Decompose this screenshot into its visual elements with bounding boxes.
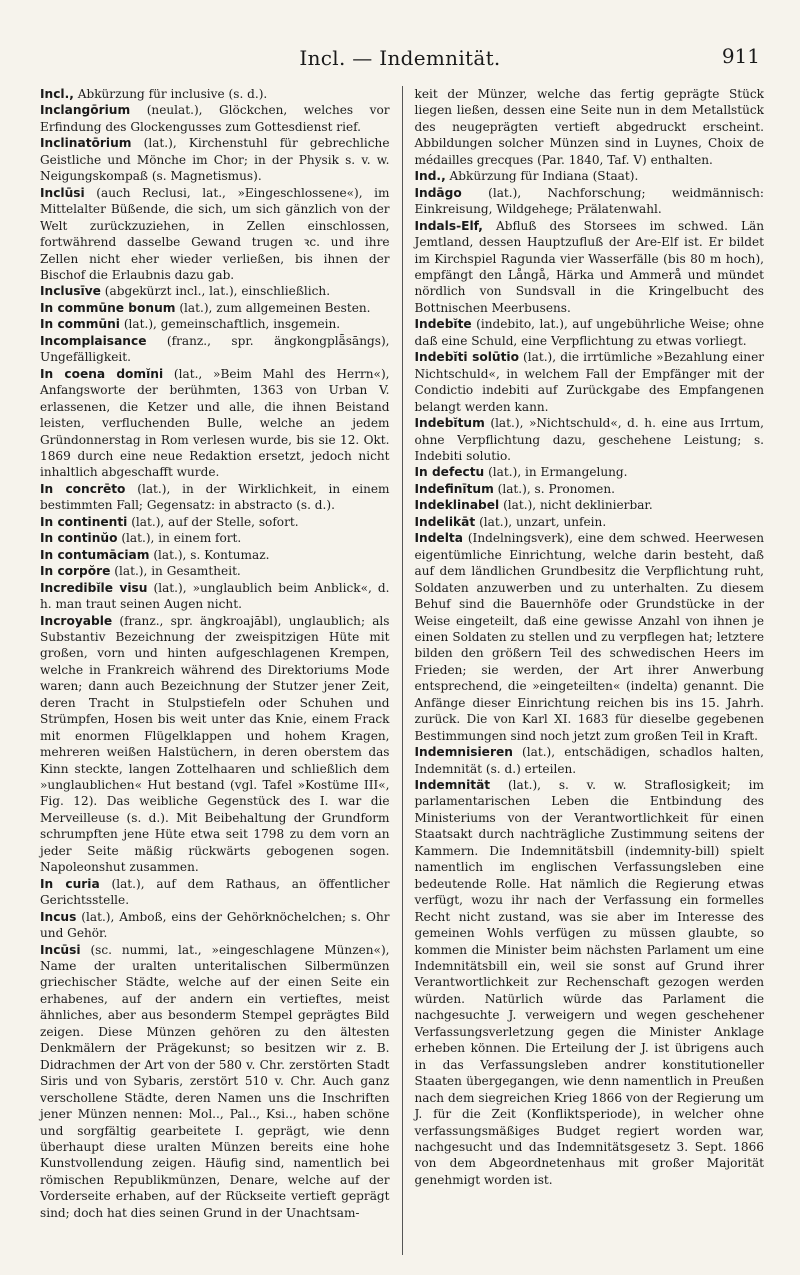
entry-definition: (sc. nummi, lat., »eingeschlagene Münzen«), Name der uralten unteritalischen Silbermünzen griechischer Städte, welche auf der einen Seite ein erhabenes, auf der andern ein vertieftes, meist ähnliches, aber aus besonderm Stempel geprägtes Bild zeigen. Diese Münzen gehören zu den ältesten Denkmälern der Prägekunst; so besitzen wir z. B. Didrachmen der Art von der 580 v. Chr. zerstörten Stadt Siris und von Sybaris, zerstört 510 v. Chr. Auch ganz verschollene Städte, deren Namen uns die Inschriften jener Münzen nennen: Mol.., Pal.., Ksi.., haben schöne und sorgfältig gearbeitete I. geprägt, wie denn überhaupt diese uralten Münzen bereits eine hohe Kunstvollendung zeigen. Häufig sind, namentlich bei römischen Republikmünzen, Denare, welche auf der Vorderseite erhaben, auf der Rückseite vertieft geprägt sind; doch hat dies seinen Grund in der Unachtsam- <box>40 942 390 1220</box>
entry-lemma: Inclusīve <box>40 284 101 299</box>
entry-definition: (lat.), s. v. w. Straflosigkeit; im parlamentarischen Leben die Entbindung des Ministeriums von der Verantwortlichkeit für einen Staatsakt durch nachträgliche Zustimmung seitens der Kammern. Die Indemnitätsbill (indemnity-bill) spielt namentlich im englischen Verfassungsleben eine bedeutende Rolle. Hat nämlich die Regierung etwas verfügt, wozu ihr nach der Verfassung ein formelles Recht nicht zustand, was sie aber im Interesse des gemeinen Wohls verfügen zu müssen glaubte, so kommen die Minister beim nächsten Parlament um eine Indemnitätsbill ein, weil sie sonst auf Grund ihrer Verantwortlichkeit zur Rechenschaft gezogen werden würden. Natürlich würde das Parlament die nachgesuchte J. verweigern und wegen geschehener Verfassungsverletzung gegen die Minister Anklage erheben können. Die Erteilung der J. ist übrigens auch in das Verfassungsleben andrer konstitutioneller Staaten übergegangen, wie denn namentlich in Preußen nach dem siegreichen Krieg 1866 von der Regierung um J. für die Zeit (Konfliktsperiode), in welcher ohne verfassungsmäßiges Budget regiert worden war, nachgesucht und das Indemnitätsgesetz 3. Sept. 1866 von dem Abgeordnetenhaus mit großer Majorität genehmigt worden ist. <box>414 778 765 1187</box>
entry-lemma: In coena domĭni <box>40 366 164 381</box>
entry-lemma: Indebĭte <box>414 317 472 332</box>
dictionary-entry <box>40 185 390 284</box>
entry-definition: (lat.), s. Pronomen. <box>493 481 615 496</box>
entry-definition: (lat.), auf dem Rathaus, an öffentlicher Gerichtsstelle. <box>40 876 390 908</box>
entry-lemma: In contumāciam <box>40 547 150 562</box>
dictionary-entry <box>415 185 765 218</box>
entry-definition: (lat.), »Nichtschuld«, d. h. eine aus Irrtum, ohne Verpflichtung dazu, geschehene Leistung; s. Indebiti solutio. <box>414 416 765 463</box>
entry-definition: (lat.), entschädigen, schadlos halten, Indemnität (s. d.) erteilen. <box>414 745 765 776</box>
dictionary-entry <box>415 777 765 1188</box>
entry-lemma: Indefinītum <box>414 481 494 496</box>
dictionary-entry <box>40 514 390 530</box>
dictionary-entry <box>415 530 765 744</box>
dictionary-entry <box>40 481 390 514</box>
entry-lemma: In commūne bonum <box>40 300 176 315</box>
entry-definition: (Indelningsverk), eine dem schwed. Heerwesen eigentümliche Einrichtung, welche darin besteht, daß auf dem ländlichen Grundbesitz die Verpflichtung ruht, Soldaten anzuwerben und zu unterhalten. Zu diesem Behuf sind die Bauernhöfe oder Grundstücke in der Weise eingeteilt, daß eine gewisse Anzahl von ihnen je einen Soldaten zu stellen und zu verpflegen hat; letztere bilden den größern Teil des schwedischen Heers im Frieden; sie werden, der Art ihrer Anwerbung entsprechend, die »eingeteilten« (indelta) genannt. Die Anfänge dieser Einrichtung reichen bis ins 15. Jahrh. zurück. Die von Karl XI. 1683 für dieselbe gegebenen Bestimmungen sind noch jetzt zum großen Teil in Kraft. <box>414 531 765 743</box>
entry-lemma: Incroyable <box>40 613 113 628</box>
entry-lemma: Incl., <box>40 87 74 101</box>
dictionary-entry <box>40 316 390 332</box>
entry-definition: (lat.), »unglaublich beim Anblick«, d. h. man traut seinen Augen nicht. <box>40 580 390 612</box>
entry-lemma: Inclūsi <box>40 185 85 200</box>
dictionary-entry <box>40 942 390 1222</box>
entry-lemma: In continŭo <box>40 531 118 546</box>
entry-lemma: In continenti <box>40 514 128 529</box>
dictionary-entry <box>40 613 390 876</box>
entry-definition: Abkürzung für Indiana (Staat). <box>445 169 639 184</box>
dictionary-entry <box>415 415 765 464</box>
entry-definition: (lat.), Kirchenstuhl für gebrechliche Geistliche und Mönche im Chor; in der Physik s. v. w. Neigungskompaß (s. Magnetismus). <box>40 136 390 184</box>
dictionary-entry <box>40 86 390 102</box>
dictionary-entry <box>40 547 390 563</box>
entry-lemma: In commūni <box>40 317 120 332</box>
entry-definition: (franz., spr. ängkroajābl), unglaublich; als Substantiv Bezeichnung der zweispitzigen Hüte mit großen, vorn und hinten aufgeschlagenen Krempen, welche in Frankreich während des Direktoriums Mode waren; dann auch Bezeichnung der Stutzer jener Zeit, deren Tracht in Stulpstiefeln oder Schuhen und Strümpfen, Hosen bis weit unter das Knie, einem Frack mit enormen Flügelklappen und hohem Kragen, mehreren weißen Halstüchern, in deren oberstem das Kinn steckte, langen Zottelhaaren und schließlich dem »unglaublichen« Hut bestand (vgl. Tafel »Kostüme III«, Fig. 12). Das weibliche Gegenstück des I. war die Merveilleuse (s. d.). Mit Beibehaltung der Grundform schrumpften jene Hüte etwa seit 1798 zu dem vorn an jeder Seite mäßig rückwärts gebogenen sogen. Napoleonshut zusammen. <box>40 613 390 875</box>
entry-definition: (lat.), in einem fort. <box>117 531 242 546</box>
dictionary-entry <box>40 102 390 135</box>
dictionary-entry <box>415 218 765 317</box>
entry-definition: Abkürzung für inclusive (s. d.). <box>73 87 268 101</box>
page-number: 911 <box>721 44 760 68</box>
column-divider <box>402 86 403 1255</box>
dictionary-entry <box>40 563 390 579</box>
entry-definition: (franz., spr. ängkongplǟsāngs), Ungefälligkeit. <box>40 333 390 365</box>
dictionary-entry <box>415 481 765 497</box>
entry-definition: (lat.), zum allgemeinen Besten. <box>175 300 371 315</box>
entry-definition: (lat.), in Ermangelung. <box>484 465 628 480</box>
entry-lemma: Indemnisieren <box>414 745 513 760</box>
entry-lemma: Indebĭtum <box>414 416 485 431</box>
entry-definition: keit der Münzer, welche das fertig geprägte Stück liegen ließen, dessen eine Seite nun in dem Metallstück des neugeprägten vertieft abgedruckt erscheint. Abbildungen solcher Münzen sind in Luynes, Choix de médailles grecques (Par. 1840, Taf. V) enthalten. <box>414 87 765 167</box>
dictionary-entry <box>40 530 390 546</box>
entry-definition: (lat.), auf der Stelle, sofort. <box>127 514 299 529</box>
entry-definition: Abfluß des Storsees im schwed. Län Jemtland, dessen Hauptzufluß der Are-Elf ist. Er bildet im Kirchspiel Ragunda vier Wasserfälle (bis 80 m hoch), empfängt den Långå, Härka und Ammerå und mündet nördlich von Sundsvall in die Kringelbucht des Bottnischen Meerbusens. <box>414 218 765 315</box>
dictionary-entry <box>40 909 390 942</box>
dictionary-entry <box>40 300 390 316</box>
entry-definition: (neulat.), Glöckchen, welches vor Erfindung des Glockengusses zum Gottesdienst rief. <box>40 103 390 134</box>
entry-definition: (lat., »Beim Mahl des Herrn«), Anfangsworte der berühmten, 1363 von Urban V. erlassenen, die Ketzer und alle, die ihnen Beistand leisten, verfluchenden Bulle, welche an jedem Gründonnerstag in Rom verlesen wurde, bis sie 12. Okt. 1869 durch eine neue Redaktion ersetzt, jedoch nicht inhaltlich abgeschafft wurde. <box>40 366 390 480</box>
entry-definition: (lat.), s. Kontumaz. <box>149 547 270 562</box>
entry-lemma: Incredibĭle visu <box>40 580 148 595</box>
entry-definition: (lat.), die irrtümliche »Bezahlung einer Nichtschuld«, in welchem Fall der Empfänger mit der Condictio indebiti auf Zurückgabe des Empfangenen belangt werden kann. <box>414 350 765 414</box>
dictionary-entry <box>415 464 765 480</box>
dictionary-entry <box>415 744 765 777</box>
dictionary-entry <box>415 316 765 349</box>
dictionary-entry <box>40 333 390 366</box>
entry-definition: (lat.), unzart, unfein. <box>475 514 607 529</box>
dictionary-entry <box>40 283 390 299</box>
entry-lemma: Ind., <box>414 169 446 184</box>
entry-lemma: Indāgo <box>414 185 462 200</box>
dictionary-entry <box>415 514 765 530</box>
page-headword: Incl. — Indemnität. <box>299 46 501 70</box>
dictionary-entry <box>40 135 390 184</box>
right-column <box>407 86 765 1255</box>
entry-lemma: Inclinatōrium <box>40 136 132 151</box>
entry-definition: (abgekürzt incl., lat.), einschließlich. <box>100 284 331 299</box>
dictionary-entry <box>415 168 765 184</box>
entry-definition: (auch Reclusi, lat., »Eingeschlossene«), im Mittelalter Büßende, die sich, um sich gänzlich von der Welt zurückzuziehen, in Zellen einschlossen, fortwährend dasselbe Gewand trugen ꝛc. und ihre Zellen nicht eher wieder verließen, bis ihnen der Bischof die Erlaubnis dazu gab. <box>40 185 390 282</box>
dictionary-entry <box>40 366 390 481</box>
entry-lemma: Indelta <box>414 531 463 546</box>
entry-definition: (lat.), nicht deklinierbar. <box>499 498 653 513</box>
dictionary-entry <box>40 580 390 613</box>
entry-definition: (indebito, lat.), auf ungebührliche Weise; ohne daß eine Schuld, eine Verpflichtung zu etwas vorliegt. <box>414 317 765 348</box>
entry-lemma: Indebĭti solūtio <box>414 350 519 365</box>
entry-definition: (lat.), in der Wirklichkeit, in einem bestimmten Fall; Gegensatz: in abstracto (s. d.). <box>40 481 390 513</box>
entry-lemma: Incomplaisance <box>40 333 147 348</box>
text-columns <box>40 86 764 1255</box>
entry-lemma: In concrēto <box>40 481 126 496</box>
entry-lemma: Incūsi <box>40 942 81 957</box>
entry-lemma: In corpŏre <box>40 564 111 579</box>
running-head <box>40 40 760 76</box>
entry-lemma: Inclangōrium <box>40 103 131 118</box>
dictionary-entry <box>40 876 390 909</box>
entry-lemma: In defectu <box>414 465 485 480</box>
entry-lemma: Incus <box>40 909 77 924</box>
entry-lemma: Indals-Elf, <box>414 218 483 233</box>
dictionary-entry <box>415 497 765 513</box>
entry-lemma: Indeklinabel <box>414 498 500 513</box>
left-column <box>40 86 398 1255</box>
entry-definition: (lat.), Nachforschung; weidmännisch: Einkreisung, Wildgehege; Prälatenwahl. <box>414 185 765 217</box>
entry-lemma: In curia <box>40 876 100 891</box>
entry-lemma: Indelikāt <box>414 514 476 529</box>
dictionary-entry <box>415 86 765 168</box>
dictionary-entry <box>415 349 765 415</box>
entry-definition: (lat.), gemeinschaftlich, insgemein. <box>119 317 341 332</box>
entry-definition: (lat.), in Gesamtheit. <box>110 564 241 579</box>
entry-lemma: Indemnität <box>414 778 491 793</box>
entry-definition: (lat.), Amboß, eins der Gehörknöchelchen; s. Ohr und Gehör. <box>40 909 390 941</box>
